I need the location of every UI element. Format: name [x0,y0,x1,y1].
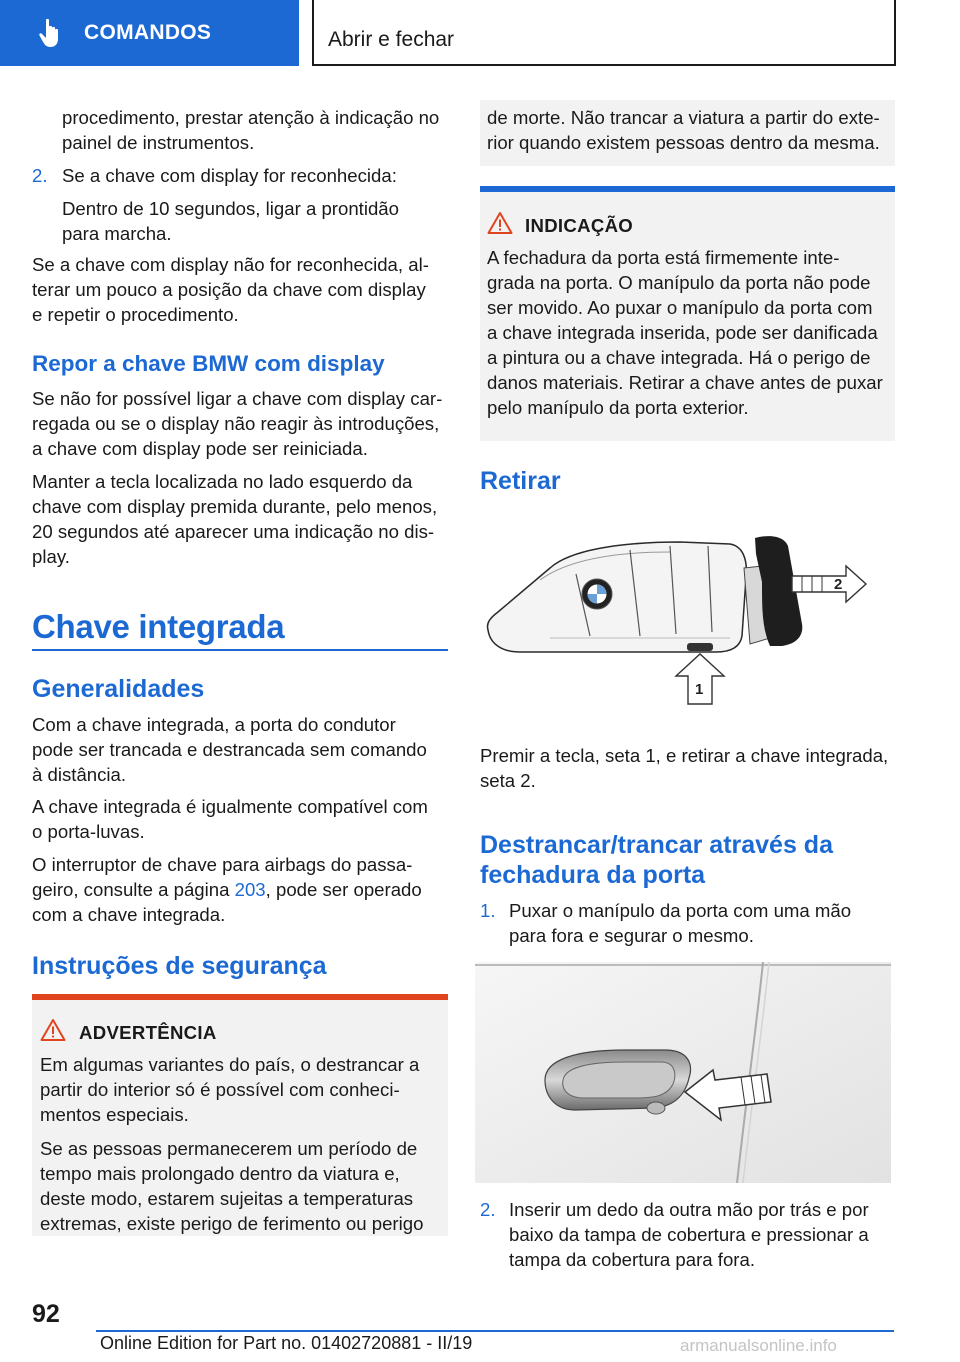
notice-text: A fechadura da porta está firmemente inte‐ grada na porta. O manípulo da porta não pode ser movido. Ao puxar o manípulo da porta com a chave integrada inserida, pode ser danificada a pintura ou a chave integrada. Há o perigo de danos materiais. Retirar a chave antes de puxar pelo manípulo da porta exterior. [487,247,883,418]
watermark: armanualsonline.info [680,1336,837,1355]
hand-pointer-icon [38,18,64,48]
page-number: 92 [32,1300,60,1328]
step-2: 2. Se a chave com display for reconhecida: Dentro de 10 segundos, ligar a prontidão para marcha. [32,165,399,244]
warning-text-3: de morte. Não trancar a viatura a partir do exte‐ rior quando existem pessoas dentro da mesma. [487,107,880,153]
warning-text-1: Em algumas variantes do país, o destrancar a partir do interior só é possível com conheci‐ mentos especiais. [40,1054,420,1125]
warning-title: ADVERTÊNCIA [79,1022,217,1043]
paragraph-general-2: A chave integrada é igualmente compatível com o porta-luvas. [32,796,428,842]
step-1: 1. Puxar o manípulo da porta com uma mão para fora e segurar o mesmo. [480,900,852,946]
paragraph-reset-2: Manter a tecla localizada no lado esquerdo da chave com display premida durante, pelo menos, 20 segundos até aparecer uma indicação no dis‐ play. [32,471,438,567]
figure-remove-integrated-key [480,528,880,708]
chapter-title: Chave integrada [32,608,285,645]
figure-door-handle [475,962,891,1183]
paragraph-not-recognized: Se a chave com display não for reconhecida, al‐ terar um pouco a posição da chave com display e repetir o procedimento. [32,254,429,325]
section-tab [0,0,299,66]
warning-triangle-icon [40,1018,66,1042]
heading-lock-door: Destrancar/trancar através da fechadura da porta [480,831,833,889]
step-number: 2. [480,1199,496,1220]
heading-general: Generalidades [32,675,205,703]
paragraph-reset-1: Se não for possível ligar a chave com display car‐ regada ou se o display não reagir às introduções, a chave com display pode ser reiniciada. [32,388,443,459]
page-link[interactable]: 203 [234,879,266,900]
footer-rule [96,1330,894,1332]
warning-text-2: Se as pessoas permanecerem um período de tempo mais prolongado dentro da viatura e, deste modo, estarem sujeitas a temperaturas extremas, existe perigo de ferimento ou perigo [40,1138,424,1234]
topic-frame [312,0,896,66]
paragraph-general-3: O interruptor de chave para airbags do passa‐ geiro, consulte a página 203, pode ser operado com a chave integrada. [32,854,422,925]
step-number: 2. [32,165,48,186]
paragraph-general-1: Com a chave integrada, a porta do condutor pode ser trancada e destrancada sem comando à distância. [32,714,427,785]
arrow-label-2: 2 [834,576,843,593]
edition-text: Online Edition for Part no. 01402720881 - II/19 [100,1333,473,1353]
topic-title: Abrir e fechar [328,28,455,51]
arrow-label-1: 1 [695,681,704,698]
paragraph-continued: procedimento, prestar atenção à indicação no painel de instrumentos. [62,107,440,153]
step-number: 1. [480,900,496,921]
notice-title: INDICAÇÃO [525,215,634,236]
step-2-right: 2. Inserir um dedo da outra mão por trás e por baixo da tampa de cobertura e pressionar a tampa da cobertura para fora. [480,1199,869,1270]
notice-triangle-icon [487,211,513,235]
chapter-rule [32,649,448,651]
heading-reset-key: Repor a chave BMW com display [32,351,385,376]
section-title: COMANDOS [84,21,212,44]
heading-remove: Retirar [480,467,561,495]
heading-safety: Instruções de segurança [32,952,327,980]
paragraph-remove: Premir a tecla, seta 1, e retirar a chave integrada, seta 2. [480,745,889,791]
